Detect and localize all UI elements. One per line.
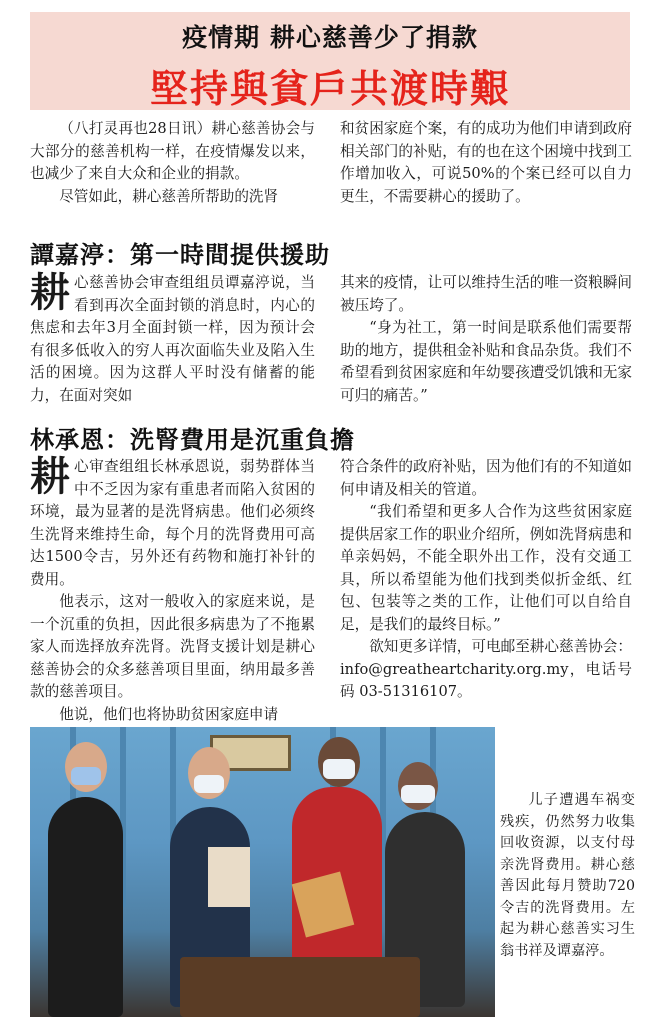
intro-left-column [30,118,315,208]
section-heading-2: 林承恩：洗腎費用是沉重負擔 [30,426,355,454]
dropcap: 耕 [30,270,70,316]
news-photo [30,727,495,1017]
photo-caption [500,790,635,962]
section2-left-column [30,456,315,726]
table [180,957,420,1017]
section2-paragraph-3: 他说，他们也将协助贫困家庭申请 [59,705,279,723]
intro-paragraph-2: 尽管如此，耕心慈善所帮助的洗肾 [59,187,279,205]
dropcap: 耕 [30,454,70,500]
sub-headline: 疫情期 耕心慈善少了捐款 [182,23,478,52]
intro-paragraph-1: （八打灵再也28日讯）耕心慈善协会与大部分的慈善机构一样，在疫情爆发以来，也减少了来自大众和企业的捐款。 [30,120,315,182]
section2-paragraph-5: “我们希望和更多人合作为这些贫困家庭提供居家工作的职业介绍所，例如洗肾病患和单亲妈妈，不能全职外出工作，没有交通工具，所以希望能为他们找到类似折金纸、红包、包装等之类的工作，让他们可以自给自足，是我们的最终目标。” [340,503,632,633]
person-1 [48,797,123,1017]
main-headline: 堅持與貧戶共渡時艱 [149,67,510,111]
headline-banner [30,12,630,110]
document-folder [208,847,250,907]
section2-paragraph-4: 符合条件的政府补贴，因为他们有的不知道如何申请及相关的管道。 [340,458,632,498]
section2-paragraph-1: 心审查组组长林承恩说，弱势群体当中不乏因为家有重患者而陷入贫困的环境，最为显著的是洗肾病患。他们必须终生洗肾来维持生命，每个月的洗肾费用可高达1500令吉，另外还有药物和施打补针的费用。 [30,458,315,588]
section1-left-column [30,272,315,407]
intro-paragraph-3: 和贫困家庭个案，有的成功为他们申请到政府相关部门的补贴，有的也在这个困境中找到工作增加收入，可说50%的个案已经可以自力更生，不需要耕心的援助了。 [340,120,632,205]
section1-paragraph-2: 其来的疫情，让可以维持生活的唯一资粮瞬间被压垮了。 [340,274,632,314]
intro-right-column [340,118,632,208]
section2-right-column [340,456,632,704]
section2-paragraph-2: 他表示，这对一般收入的家庭来说，是一个沉重的负担，因此很多病患为了不拖累家人而选择放弃洗肾。洗肾支援计划是耕心慈善协会的众多慈善项目里面，纳用最多善款的慈善项目。 [30,593,315,700]
section1-paragraph-1: 心慈善协会审查组组员谭嘉渟说，当看到再次全面封锁的消息时，内心的焦虑和去年3月全面封锁一样，因为预计会有很多低收入的穷人再次面临失业及陷入生活的困境。因为这群人平时没有储蓄的能力，在面对突如 [30,274,315,404]
section1-right-column [340,272,632,407]
section1-paragraph-3: “身为社工，第一时间是联系他们需要帮助的地方，提供租金补贴和食品杂货。我们不希望看到贫困家庭和年幼婴孩遭受饥饿和无家可归的痛苦。” [340,319,632,404]
section-heading-1: 譚嘉渟：第一時間提供援助 [30,241,330,269]
section2-paragraph-6: 欲知更多详情，可电邮至耕心慈善协会：info@greatheartcharity.org.my，电话号码 03-51316107。 [340,638,632,700]
photo-caption-text: 儿子遭遇车祸变残疾，仍然努力收集回收资源，以支付母亲洗肾费用。耕心慈善因此每月赞助720令吉的洗肾费用。左起为耕心慈善实习生翁书祥及谭嘉渟。 [500,792,635,959]
